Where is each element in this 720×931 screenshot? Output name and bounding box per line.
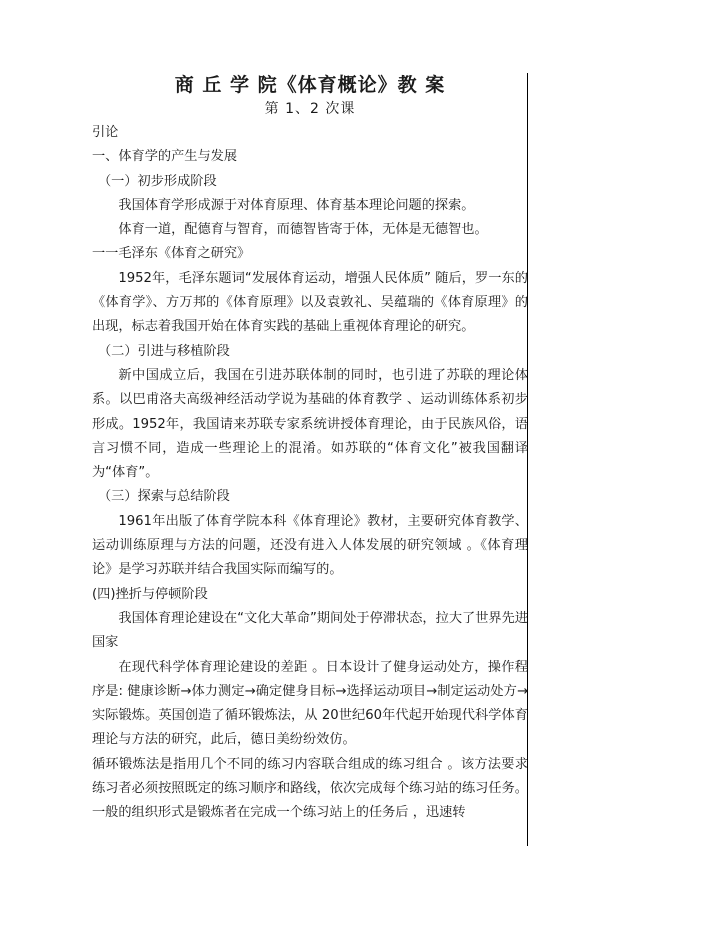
heading-stage-4: (四)挫折与停顿阶段 — [92, 586, 208, 602]
paragraph: 我国体育学形成源于对体育原理、体育基本理论问题的探索。 — [118, 197, 475, 213]
heading-stage-3: （三）探索与总结阶段 — [98, 489, 230, 505]
heading-stage-2: （二）引进与移植阶段 — [98, 343, 230, 359]
paragraph: 新中国成立后，我国在引进苏联体制的同时，也引进了苏联的理论体系。以巴甫洛夫高级神经活动学说为基础的体育教学 、运动训练体系初步形成。1952年，我国请来苏联专家系统讲授体育理论，由于民族风俗，语言习惯不同，造成一些理论上的混淆。如苏联的“体育文化”被我国翻译为“体育”。 — [92, 367, 528, 481]
lesson-content — [92, 121, 528, 826]
lesson-number: 第 1、2 次课 — [264, 101, 356, 117]
paragraph: 循环锻炼法是指用几个不同的练习内容联合组成的练习组合 。该方法要求练习者必须按照既定的练习顺序和路线，依次完成每个练习站的练习任务。一般的组织形式是锻炼者在完成一个练习站上的任务后 ，迅速转 — [92, 756, 528, 821]
document-title: 商 丘 学 院《体育概论》教 案 — [174, 74, 446, 96]
heading-section-1: 一、体育学的产生与发展 — [92, 149, 238, 165]
quote: 体育一道，配德育与智育，而德智皆寄于体，无体是无德智也。 — [118, 222, 488, 238]
paragraph: 1952年，毛泽东题词“发展体育运动，增强人民体质” 随后，罗一东的《体育学》、方万邦的《体育原理》以及袁敦礼、吴蕴瑞的《体育原理》的出现，标志着我国开始在体育实践的基础上重视体育理论的研究。 — [92, 270, 528, 335]
paragraph: 我国体育理论建设在“文化大革命”期间处于停滞状态，拉大了世界先进国家 — [92, 610, 528, 651]
heading-stage-1: （一）初步形成阶段 — [98, 173, 217, 189]
paragraph: 1961年出版了体育学院本科《体育理论》教材，主要研究体育教学、运动训练原理与方法的问题，还没有进入人体发展的研究领域 。《体育理论》是学习苏联并结合我国实际而编写的。 — [92, 513, 528, 578]
heading-intro: 引论 — [92, 125, 119, 140]
paragraph: 在现代科学体育理论建设的差距 。日本设计了健身运动处方，操作程序是: 健康诊断→体力测定→确定健身目标→选择运动项目→制定运动处方→实际锻炼。英国创造了循环锻炼法，从 20世纪60年代起开始现代科学体育理论与方法的研究，此后，德日美纷纷效仿。 — [92, 659, 528, 748]
quote-source: 一一毛泽东《体育之研究》 — [92, 246, 251, 262]
